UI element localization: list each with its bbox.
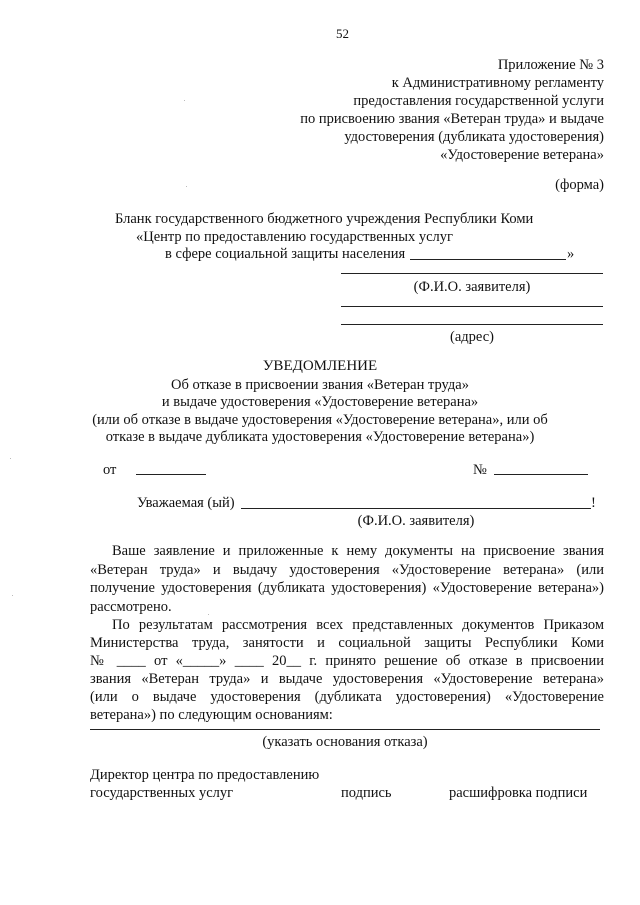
appendix-line: к Административному регламенту [391, 75, 604, 91]
recipient-address-caption: (адрес) [450, 329, 494, 345]
salutation-end: ! [591, 495, 596, 511]
reasons-blank [90, 729, 600, 730]
appendix-line: «Удостоверение ветерана» [440, 147, 604, 163]
recipient-name-line [341, 273, 603, 274]
reasons-caption: (указать основания отказа) [262, 734, 428, 750]
salutation-caption: (Ф.И.О. заявителя) [357, 513, 475, 529]
scan-speck [184, 100, 185, 101]
paragraph-2-line: По результатам рассмотрения всех представленных документов Приказом [112, 617, 604, 633]
appendix-line: удостоверения (дубликата удостоверения) [344, 129, 604, 145]
salutation-label: Уважаемая (ый) [137, 495, 235, 511]
signature-decode-label: расшифровка подписи [449, 785, 588, 801]
director-title: Директор центра по предоставлению [90, 767, 320, 783]
letterhead-line: в сфере социальной защиты населения [165, 246, 406, 262]
appendix-line: Приложение № 3 [497, 57, 604, 73]
notice-title: УВЕДОМЛЕНИЕ [262, 358, 378, 374]
appendix-line: по присвоению звания «Ветеран труда» и выдаче [300, 111, 604, 127]
from-label: от [103, 462, 117, 478]
scan-speck [10, 458, 11, 459]
recipient-name-caption: (Ф.И.О. заявителя) [413, 279, 531, 295]
appendix-line: предоставления государственной услуги [353, 93, 604, 109]
notice-subtitle: Об отказе в присвоении звания «Ветеран труда» [171, 377, 469, 393]
paragraph-2-line: ветерана») по следующим основаниям: [90, 707, 333, 723]
number-blank [494, 474, 588, 475]
salutation-blank [241, 508, 591, 509]
paragraph-2-line: звания «Ветеран труда» и выдаче удостоверения «Удостоверение ветерана» [90, 671, 604, 687]
paragraph-2-line: (или о выдаче удостоверения (дубликата удостоверения) «Удостоверение [90, 689, 604, 705]
recipient-address-line [341, 306, 603, 307]
scan-speck [186, 186, 187, 187]
form-label: (форма) [555, 177, 604, 193]
letterhead-quote: » [567, 246, 575, 262]
paragraph-1 [90, 542, 604, 616]
director-title: государственных услуг [90, 785, 234, 801]
recipient-address-line [341, 324, 603, 325]
page-number: 52 [336, 26, 349, 41]
scan-speck [208, 614, 209, 615]
date-blank [136, 474, 206, 475]
letterhead-line: Бланк государственного бюджетного учреждения Республики Коми [115, 211, 534, 227]
letterhead-line: «Центр по предоставлению государственных услуг [136, 229, 453, 245]
paragraph-2-line: № ____ от «_____» ____ 20__ г. принято решение об отказе в присвоении [90, 653, 604, 669]
letterhead-blank [410, 259, 566, 260]
paragraph-1-text: Ваше заявление и приложенные к нему документы на присвоение звания «Ветеран труда» и выдачу удостоверения «Удостоверение ветерана» (или получение удостоверения (дубликата удостоверения) «Удостоверение ветерана») рассмотрено. [90, 543, 604, 615]
scan-speck [12, 595, 13, 596]
notice-subtitle: отказе в выдаче дубликата удостоверения «Удостоверение ветерана») [105, 429, 535, 445]
number-label: № [473, 462, 487, 478]
signature-label: подпись [341, 785, 392, 801]
paragraph-2-line: Министерства труда, занятости и социальной защиты Республики Коми [90, 635, 604, 651]
notice-subtitle: (или об отказе в выдаче удостоверения «Удостоверение ветерана», или об [92, 412, 548, 428]
notice-subtitle: и выдаче удостоверения «Удостоверение ветерана» [161, 394, 479, 410]
